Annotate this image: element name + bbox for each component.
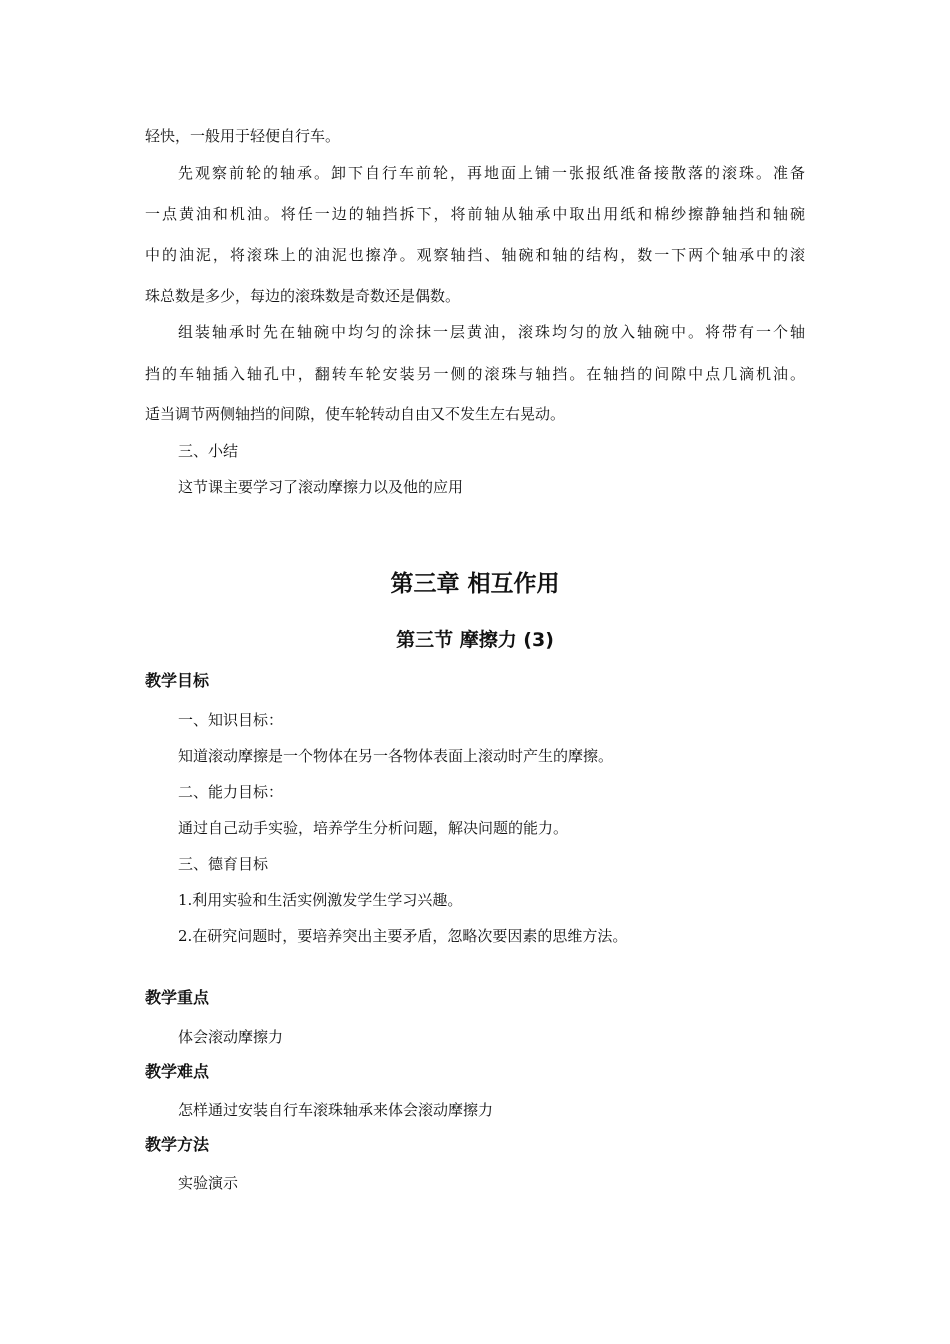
summary-heading: 三、小结 xyxy=(178,442,239,460)
ability-objective-text: 通过自己动手实验，培养学生分析问题，解决问题的能力。 xyxy=(178,819,569,837)
method-text: 实验演示 xyxy=(178,1174,239,1192)
moral-objective-label: 三、德育目标 xyxy=(178,855,269,873)
difficulty-heading: 教学难点 xyxy=(145,1062,210,1081)
chapter-title: 第三章 相互作用 xyxy=(390,571,560,597)
observation-paragraph-line-3: 中的油泥，将滚珠上的油泥也擦净。观察轴挡、轴碗和轴的结构，数一下两个轴承中的滚 xyxy=(145,246,805,264)
moral-objective-item-1: 1.利用实验和生活实例激发学生学习兴趣。 xyxy=(178,891,463,909)
assembly-paragraph-line-3: 适当调节两侧轴挡的间隙，使车轮转动自由又不发生左右晃动。 xyxy=(145,405,566,423)
key-point-heading: 教学重点 xyxy=(145,988,210,1007)
knowledge-objective-label: 一、知识目标： xyxy=(178,711,284,729)
method-heading: 教学方法 xyxy=(145,1135,210,1154)
summary-text: 这节课主要学习了滚动摩擦力以及他的应用 xyxy=(178,478,464,496)
difficulty-text: 怎样通过安装自行车滚珠轴承来体会滚动摩擦力 xyxy=(178,1101,494,1119)
ability-objective-label: 二、能力目标： xyxy=(178,783,284,801)
assembly-paragraph-line-1: 组装轴承时先在轴碗中均匀的涂抹一层黄油，滚珠均匀的放入轴碗中。将带有一个轴 xyxy=(178,323,805,341)
observation-paragraph-line-1: 先观察前轮的轴承。卸下自行车前轮，再地面上铺一张报纸准备接散落的滚珠。准备 xyxy=(178,164,805,182)
knowledge-objective-text: 知道滚动摩擦是一个物体在另一各物体表面上滚动时产生的摩擦。 xyxy=(178,747,614,765)
objectives-heading: 教学目标 xyxy=(145,671,210,690)
paragraph-continuation-line: 轻快，一般用于轻便自行车。 xyxy=(145,127,341,145)
key-point-text: 体会滚动摩擦力 xyxy=(178,1028,284,1046)
section-title: 第三节 摩擦力 (3) xyxy=(396,629,554,651)
observation-paragraph-line-2: 一点黄油和机油。将任一边的轴挡拆下，将前轴从轴承中取出用纸和棉纱擦静轴挡和轴碗 xyxy=(145,205,805,223)
assembly-paragraph-line-2: 挡的车轴插入轴孔中，翻转车轮安装另一侧的滚珠与轴挡。在轴挡的间隙中点几滴机油。 xyxy=(145,365,805,383)
observation-paragraph-line-4: 珠总数是多少，每边的滚珠数是奇数还是偶数。 xyxy=(145,287,461,305)
moral-objective-item-2: 2.在研究问题时，要培养突出主要矛盾，忽略次要因素的思维方法。 xyxy=(178,927,628,945)
